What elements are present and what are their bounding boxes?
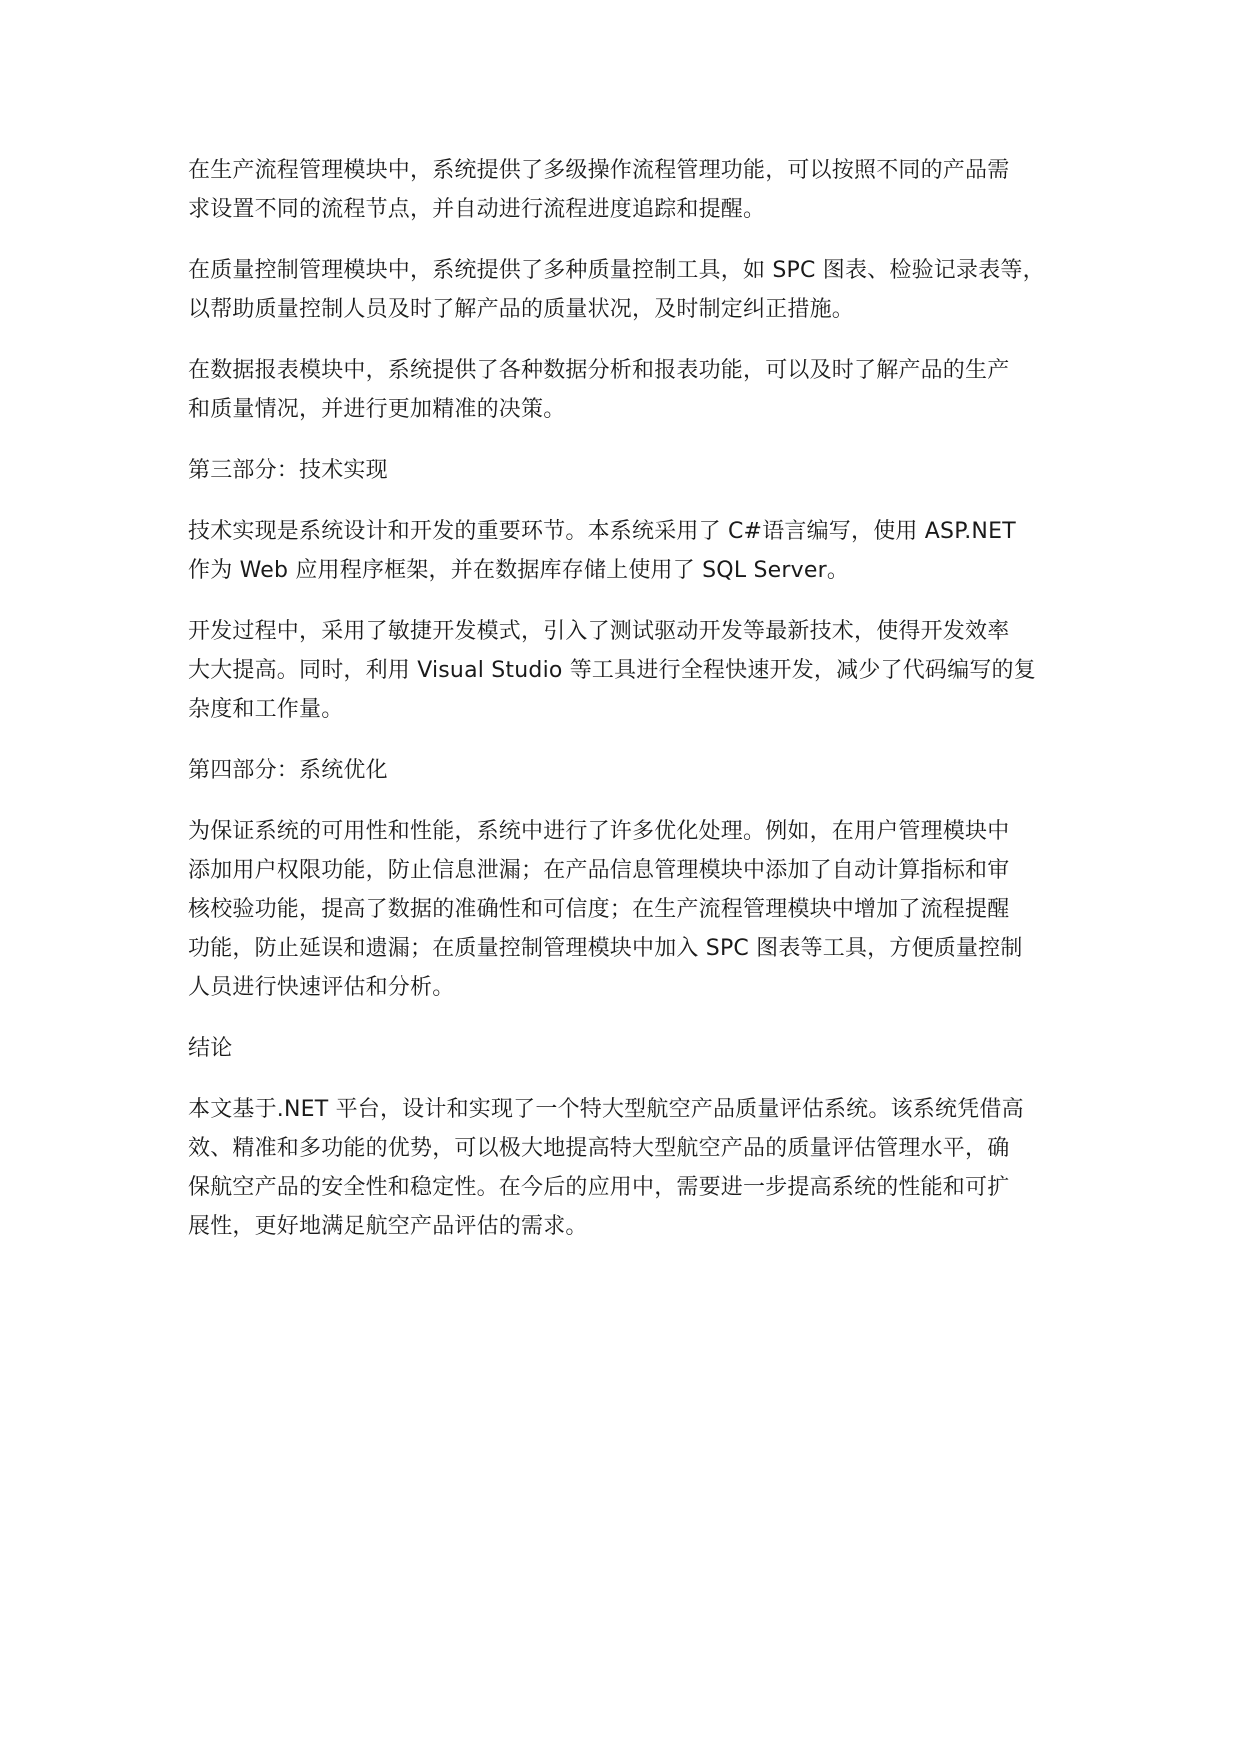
- text-line: 在数据报表模块中，系统提供了各种数据分析和报表功能，可以及时了解产品的生产: [188, 358, 1010, 383]
- text-line: 开发过程中，采用了敏捷开发模式，引入了测试驱动开发等最新技术，使得开发效率: [188, 619, 1010, 644]
- document-body: [188, 151, 1088, 1268]
- text-line: 作为 Web 应用程序框架，并在数据库存储上使用了 SQL Server。: [188, 558, 850, 583]
- paragraph-data-reports: [188, 351, 1088, 429]
- text-line: 求设置不同的流程节点，并自动进行流程进度追踪和提醒。: [188, 197, 766, 222]
- text-line: 大大提高。同时，利用 Visual Studio 等工具进行全程快速开发，减少了代码编写的复: [188, 658, 1036, 683]
- text-line: 和质量情况，并进行更加精准的决策。: [188, 397, 566, 422]
- text-line: 为保证系统的可用性和性能，系统中进行了许多优化处理。例如，在用户管理模块中: [188, 819, 1010, 844]
- text-line: 功能，防止延误和遗漏；在质量控制管理模块中加入 SPC 图表等工具，方便质量控制: [188, 936, 1023, 961]
- paragraph-conclusion: [188, 1090, 1088, 1246]
- text-line: 杂度和工作量。: [188, 697, 344, 722]
- paragraph-tech-implementation: [188, 512, 1088, 590]
- heading-text: 第三部分：技术实现: [188, 458, 388, 483]
- text-line: 在质量控制管理模块中，系统提供了多种质量控制工具，如 SPC 图表、检验记录表等，: [188, 258, 1045, 283]
- text-line: 保航空产品的安全性和稳定性。在今后的应用中，需要进一步提高系统的性能和可扩: [188, 1175, 1010, 1200]
- heading-text: 第四部分：系统优化: [188, 758, 388, 783]
- paragraph-quality-control: [188, 251, 1088, 329]
- text-line: 人员进行快速评估和分析。: [188, 975, 455, 1000]
- section-heading-part-four: [188, 751, 1088, 790]
- text-line: 展性，更好地满足航空产品评估的需求。: [188, 1214, 588, 1239]
- section-heading-conclusion: [188, 1029, 1088, 1068]
- text-line: 核校验功能，提高了数据的准确性和可信度；在生产流程管理模块中增加了流程提醒: [188, 897, 1010, 922]
- text-line: 添加用户权限功能，防止信息泄漏；在产品信息管理模块中添加了自动计算指标和审: [188, 858, 1010, 883]
- section-heading-part-three: [188, 451, 1088, 490]
- text-line: 技术实现是系统设计和开发的重要环节。本系统采用了 C#语言编写，使用 ASP.NET: [188, 519, 1016, 544]
- text-line: 本文基于.NET 平台，设计和实现了一个特大型航空产品质量评估系统。该系统凭借高: [188, 1097, 1024, 1122]
- paragraph-production-flow: [188, 151, 1088, 229]
- heading-text: 结论: [188, 1036, 233, 1061]
- paragraph-dev-process: [188, 612, 1088, 729]
- text-line: 在生产流程管理模块中，系统提供了多级操作流程管理功能，可以按照不同的产品需: [188, 158, 1010, 183]
- text-line: 效、精准和多功能的优势，可以极大地提高特大型航空产品的质量评估管理水平，确: [188, 1136, 1010, 1161]
- text-line: 以帮助质量控制人员及时了解产品的质量状况，及时制定纠正措施。: [188, 297, 855, 322]
- paragraph-system-optimization: [188, 812, 1088, 1007]
